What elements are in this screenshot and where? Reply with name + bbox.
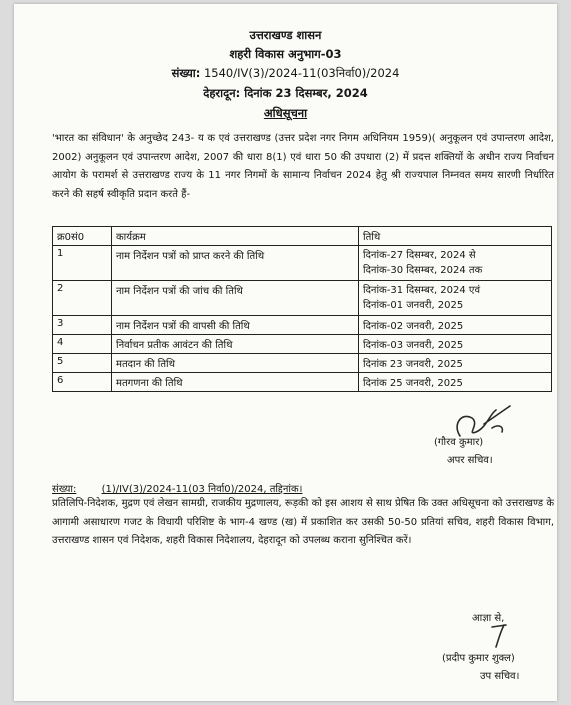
row-event: निर्वाचन प्रतीक आवंटन की तिथि [112, 335, 359, 354]
copy-paragraph: प्रतिलिपि-निदेशक, मुद्रण एवं लेखन सामग्री, राजकीय मुद्रणालय, रूड़की को इस आशय से साथ प्रेषित कि उक्त अधिसूचना को उत्तराखण्ड के आगामी असाधारण गजट के विधायी परिशिष्ट के भाग-4 खण्ड (ख) में प्रकाशित कर उसकी 50-50 प्रतियां सचिव, शहरी विकास विभाग, उत्तराखण्ड शासन एवं निदेशक, शहरी विकास निदेशालय, देहरादून को उपलब्ध कराना सुनिश्चित करें। [52, 498, 554, 547]
row-sno: 6 [53, 373, 112, 392]
row-date: दिनांक-03 जनवरी, 2025 [359, 335, 552, 354]
table-header-row [53, 227, 552, 246]
row-sno: 3 [53, 316, 112, 335]
date-line: दिनांक-30 दिसम्बर, 2024 तक [363, 265, 483, 276]
row-sno: 5 [53, 354, 112, 373]
row-date: दिनांक 23 जनवरी, 2025 [359, 354, 552, 373]
body-paragraph: 'भारत का संविधान' के अनुच्छेद 243- य क एवं उत्तराखण्ड (उत्तर प्रदेश नगर निगम अधिनियम 1959)( अनुकूलन एवं उपान्तरण आदेश, 2002) अनुकूलन एवं उपान्तरण आदेश, 2007 की धारा 8(1) एवं धारा 50 की उपधारा (2) में प्रदत्त शक्तियों के अधीन राज्य निर्वाचन आयोग के परामर्श से उत्तराखण्ड राज्य के 11 नगर निगमों के सामान्य निर्वाचन 2024 हेतु श्री राज्यपाल निम्नवत समय सारणी निर्धारित करने की सहर्ष स्वीकृति प्रदान करते हैं- [52, 133, 554, 200]
row-date [359, 281, 552, 316]
notification-title: अधिसूचना [263, 106, 308, 120]
table-row [53, 246, 552, 281]
table-row [53, 281, 552, 316]
row-event: नाम निर्देशन पत्रों को प्राप्त करने की तिथि [112, 246, 359, 281]
date-line: दिनांक-01 जनवरी, 2025 [363, 300, 464, 311]
table-row [53, 354, 552, 373]
table-row [53, 335, 552, 354]
signatory-2-name: (प्रदीप कुमार शुक्ल) [442, 653, 515, 664]
date-line: दिनांक-31 दिसम्बर, 2024 एवं [363, 285, 481, 296]
signatory-2-designation: उप सचिव। [480, 671, 520, 682]
date-line: दिनांक-27 दिसम्बर, 2024 से [363, 250, 476, 261]
notification-page [14, 4, 557, 701]
reference-label: संख्या: [171, 66, 201, 80]
copy-reference-value: (1)/IV(3)/2024-11(03 निर्वा0)/2024, तद्दिनांक। [101, 484, 303, 495]
table-row [53, 373, 552, 392]
section-heading: शहरी विकास अनुभाग-03 [229, 47, 342, 61]
row-date: दिनांक-02 जनवरी, 2025 [359, 316, 552, 335]
col-header-event: कार्यक्रम [112, 227, 359, 246]
copy-reference [52, 481, 302, 495]
row-event: मतदान की तिथि [112, 354, 359, 373]
row-event: मतगणना की तिथि [112, 373, 359, 392]
reference-value: 1540/IV(3)/2024-11(03निर्वा0)/2024 [203, 66, 400, 80]
row-event: नाम निर्देशन पत्रों की जांच की तिथि [112, 281, 359, 316]
row-sno: 2 [53, 281, 112, 316]
row-date [359, 246, 552, 281]
signature-2 [486, 621, 516, 649]
row-event: नाम निर्देशन पत्रों की वापसी की तिथि [112, 316, 359, 335]
place-date [14, 86, 557, 101]
row-sno: 4 [53, 335, 112, 354]
copy-reference-label: संख्या: [52, 484, 77, 495]
closing-line: आज्ञा से, [472, 613, 505, 624]
schedule-table [52, 226, 552, 392]
col-header-sno: क्र0सं0 [53, 227, 112, 246]
date: दिनांक 23 दिसम्बर, 2024 [244, 86, 368, 100]
row-date: दिनांक 25 जनवरी, 2025 [359, 373, 552, 392]
signatory-1-designation: अपर सचिव। [447, 455, 493, 466]
government-heading: उत्तराखण्ड शासन [249, 28, 322, 42]
col-header-date: तिथि [359, 227, 552, 246]
place: देहरादून: [203, 86, 241, 100]
reference-number [14, 66, 557, 81]
row-sno: 1 [53, 246, 112, 281]
table-row [53, 316, 552, 335]
signatory-1-name: (गौरव कुमार) [434, 437, 484, 448]
